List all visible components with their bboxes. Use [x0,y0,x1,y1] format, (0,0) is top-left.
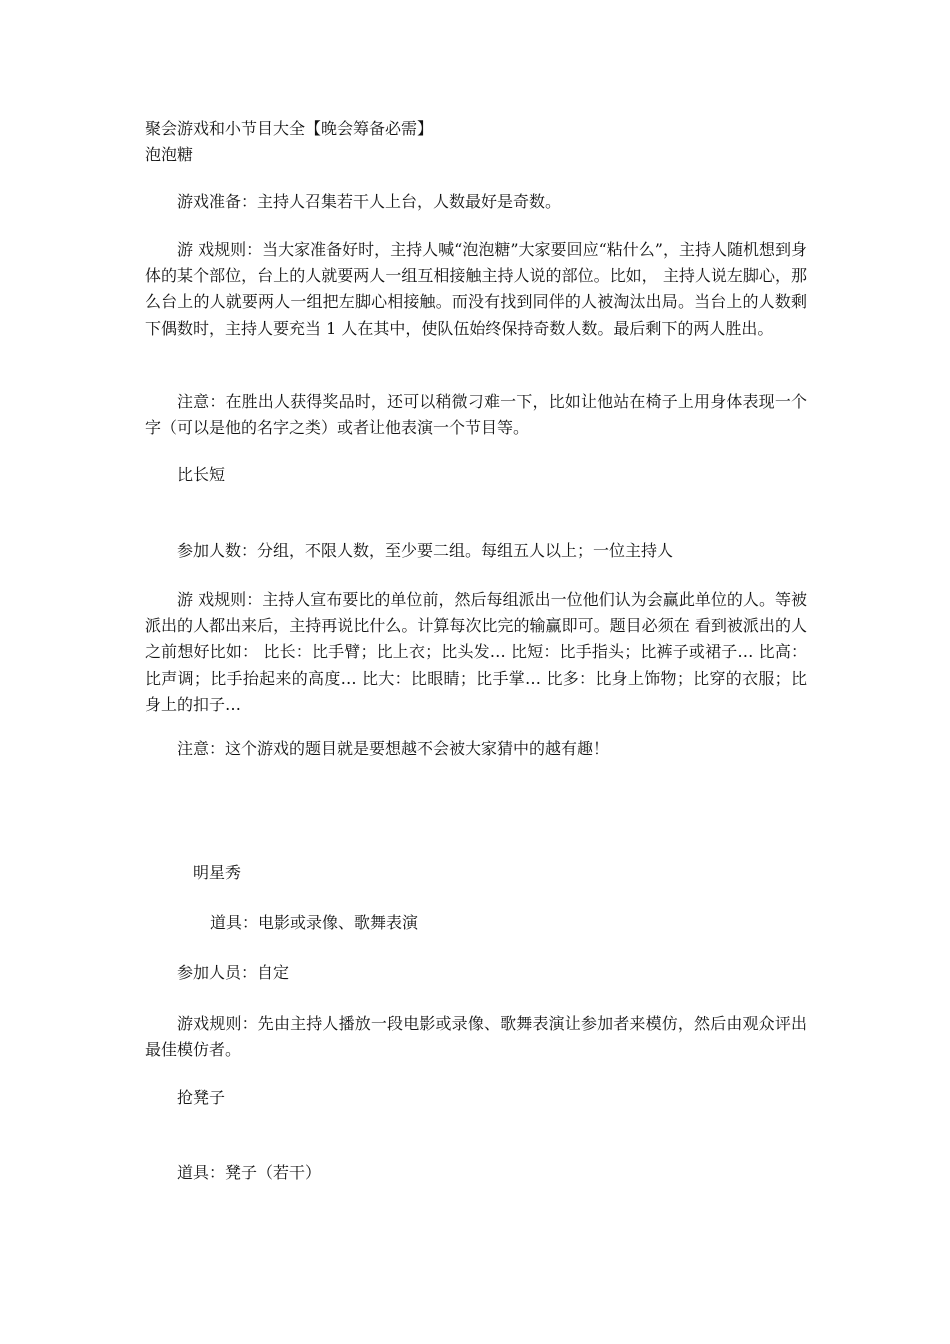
document-title: 聚会游戏和小节目大全【晚会筹备必需】 [145,119,434,138]
game3-participants: 参加人员：自定 [177,963,290,982]
game2-note: 注意：这个游戏的题目就是要想越不会被大家猜中的越有趣！ [177,739,610,758]
game-title-compare: 比长短 [177,465,226,484]
game3-rules: 游戏规则：先由主持人播放一段电影或录像、歌舞表演让参加者来模仿，然后由观众评出最佳模仿者。 [145,1014,807,1060]
game-title-star-show: 明星秀 [193,863,242,882]
game1-rules: 游 戏规则：当大家准备好时，主持人喊“泡泡糖”大家要回应“粘什么”，主持人随机想到身体的某个部位，台上的人就要两人一组互相接触主持人说的部位。比如， 主持人说左脚心，那么台上的人就要两人一组把左脚心相接触。而没有找到同伴的人被淘汰出局。当台上的人数剩下偶数时，主持人要充当 1 人在其中，使队伍始终保持奇数人数。最后剩下的两人胜出。 [145,240,807,338]
game2-participants: 参加人数：分组，不限人数，至少要二组。每组五人以上；一位主持人 [177,541,674,560]
game1-preparation: 游戏准备：主持人召集若干人上台，人数最好是奇数。 [177,192,562,211]
game-title-grab-stool: 抢凳子 [177,1088,226,1107]
game2-rules: 游 戏规则：主持人宣布要比的单位前，然后每组派出一位他们认为会赢此单位的人。等被派出的人都出来后，主持再说比什么。计算每次比完的输赢即可。题目必须在 看到被派出的人之前想好比如： 比长：比手臂；比上衣；比头发… 比短：比手指头；比裤子或裙子… 比高：比声调；比手抬起来的高度… 比大：比眼睛；比手掌… 比多：比身上饰物；比穿的衣服；比身上的扣子… [145,590,807,714]
game1-note: 注意：在胜出人获得奖品时，还可以稍微刁难一下，比如让他站在椅子上用身体表现一个字（可以是他的名字之类）或者让他表演一个节目等。 [145,392,807,438]
game4-props: 道具：凳子（若干） [177,1163,322,1182]
game3-props: 道具：电影或录像、歌舞表演 [210,913,419,932]
game-title-bubble-gum: 泡泡糖 [145,145,194,164]
